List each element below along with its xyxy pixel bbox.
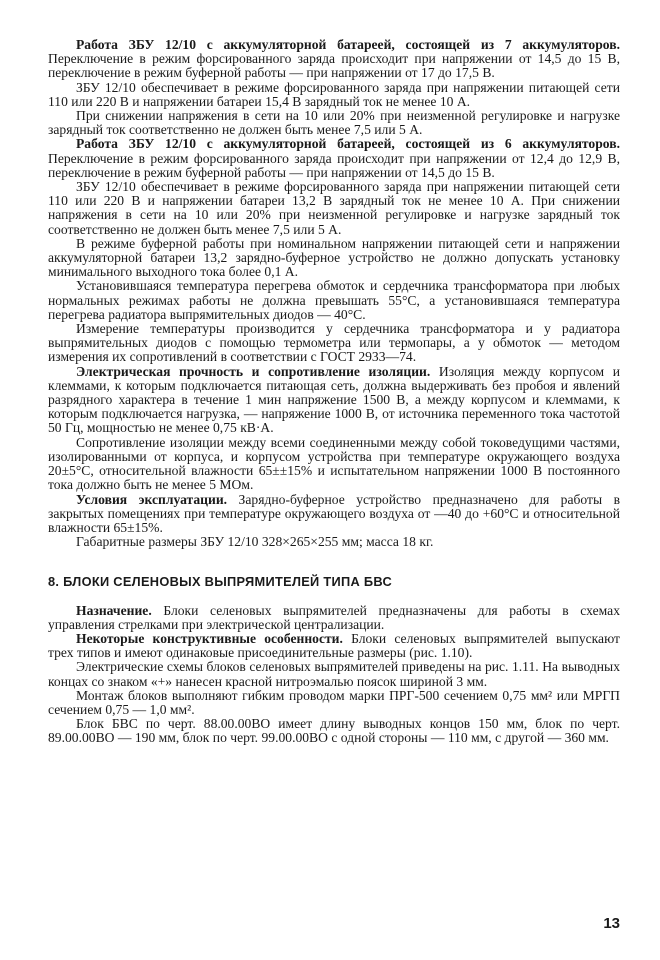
- paragraph-lead: Условия эксплуатации.: [76, 491, 228, 507]
- paragraph-temperature-measurement: Измерение температуры производится у сердечника трансформатора и у радиатора выпрямительных диодов с помощью термометра или термопары, а у обмоток — методом измерения их сопротивлений в соответствии с ГОСТ 2933—74.: [48, 321, 620, 365]
- paragraph-lead: Назначение.: [76, 602, 152, 618]
- paragraph-purpose: [48, 604, 620, 632]
- paragraph-charging-current: ЗБУ 12/10 обеспечивает в режиме форсированного заряда при напряжении питающей сети 110 или 220 В и напряжении батареи 15,4 В зарядный ток не менее 10 А.: [48, 79, 620, 109]
- paragraph-operating-conditions: [48, 493, 620, 536]
- paragraph-dimensions: Габаритные размеры ЗБУ 12/10 328×265×255 мм; масса 18 кг.: [76, 534, 434, 550]
- paragraph-lead: Электрическая прочность и сопротивление изоляции.: [76, 363, 431, 379]
- paragraph-text: Зарядно-буферное устройство предназначено для работы в закрытых помещениях при температуре окружающего воздуха от —40 до +60°С и относительной влажности 65±15%.: [48, 491, 620, 535]
- paragraph-text: Изоляция между корпусом и клеммами, к которым подключается питающая сеть, должна выдерживать без пробоя и явлений разрядного характера в течение 1 мин напряжение 1500 В, а между корпусом и клеммами, к которым подключается нагрузка, — напряжение 1000 В, от источника переменного тока частотой 50 Гц, мощностью не менее 0,75 кВ·А.: [48, 363, 620, 436]
- paragraph-buffer-mode: В режиме буферной работы при номинальном напряжении питающей сети и напряжении аккумуляторной батареи 13,2 зарядно-буферное устройство не должно допускать установку минимального выходного тока более 0,1 А.: [48, 235, 620, 280]
- paragraph-lead-lengths: Блок БВС по черт. 88.00.00ВО имеет длину выводных концов 150 мм, блок по черт. 89.00.00ВО — 190 мм, блок по черт. 99.00.00ВО с одной стороны — 110 мм, с другой — 360 мм.: [48, 716, 620, 746]
- paragraph-charging-current-6-cell: ЗБУ 12/10 обеспечивает в режиме форсированного заряда при напряжении питающей сети 110 или 220 В и напряжении батареи 13,2 В зарядный ток не менее 10 А. При снижении напряжения в сети на 10 или 20% при неизменной регулировке и нагрузке зарядный ток соответственно не должен быть менее 7,5 или 5 А.: [48, 179, 620, 237]
- paragraph-circuit-diagrams: Электрические схемы блоков селеновых выпрямителей приведены на рис. 1.11. На выводных концах со знаком «+» нанесен красной нитроэмалью поясок шириной 3 мм.: [48, 659, 620, 689]
- paragraph-text: Блоки селеновых выпрямителей предназначены для работы в схемах управления стрелками при электрической централизации.: [48, 602, 620, 632]
- paragraph-insulation-strength: [48, 365, 620, 436]
- paragraph-text: Блоки селеновых выпрямителей выпускают трех типов и имеют одинаковые присоединительные размеры (рис. 1.10).: [48, 630, 621, 661]
- paragraph-lead: Работа ЗБУ 12/10 с аккумуляторной батареей, состоящей из 6 аккумуляторов.: [76, 136, 620, 152]
- document-page: [48, 38, 620, 746]
- section-heading: 8. БЛОКИ СЕЛЕНОВЫХ ВЫПРЯМИТЕЛЕЙ ТИПА БВС: [48, 574, 393, 590]
- paragraph-6-cell-battery: [48, 137, 620, 180]
- paragraph-lead: Некоторые конструктивные особенности.: [76, 630, 343, 646]
- page-number: 13: [603, 915, 620, 932]
- paragraph-design-features: [48, 632, 620, 660]
- paragraph-text: Переключение в режим форсированного заряда происходит при напряжении от 14,5 до 15 В, переключение в режим буферной работы — при напряжении от 17 до 17,5 В.: [48, 51, 620, 81]
- paragraph-voltage-drop: При снижении напряжения в сети на 10 или 20% при неизменной регулировке и нагрузке зарядный ток соответственно не должен быть менее 7,5 или 5 А.: [48, 108, 620, 138]
- paragraph-text: Переключение в режим форсированного заряда происходит при напряжении от 12,4 до 12,9 В, переключение в режим буферной работы — при напряжении от 14,5 до 15 В.: [48, 150, 620, 180]
- paragraph-wiring: Монтаж блоков выполняют гибким проводом марки ПРГ-500 сечением 0,75 мм² или МРГП сечением 0,75 — 1,0 мм².: [48, 687, 620, 717]
- paragraph-insulation-resistance: Сопротивление изоляции между всеми соединенными между собой токоведущими частями, изолированными от корпуса, и корпусом устройства при температуре окружающего воздуха 20±5°С, относительной влажности 65±±15% и испытательном напряжении 1000 В постоянного тока должно быть не менее 5 МОм.: [48, 434, 620, 493]
- paragraph-7-cell-battery: [48, 38, 620, 81]
- paragraph-lead: Работа ЗБУ 12/10 с аккумуляторной батареей, состоящей из 7 аккумуляторов.: [76, 37, 620, 52]
- paragraph-overheat-temperature: Установившаяся температура перегрева обмоток и сердечника трансформатора при любых нормальных режимах работы не должна превышать 55°С, а установившаяся температура перегрева радиатора выпрямительных диодов — 40°С.: [48, 278, 620, 322]
